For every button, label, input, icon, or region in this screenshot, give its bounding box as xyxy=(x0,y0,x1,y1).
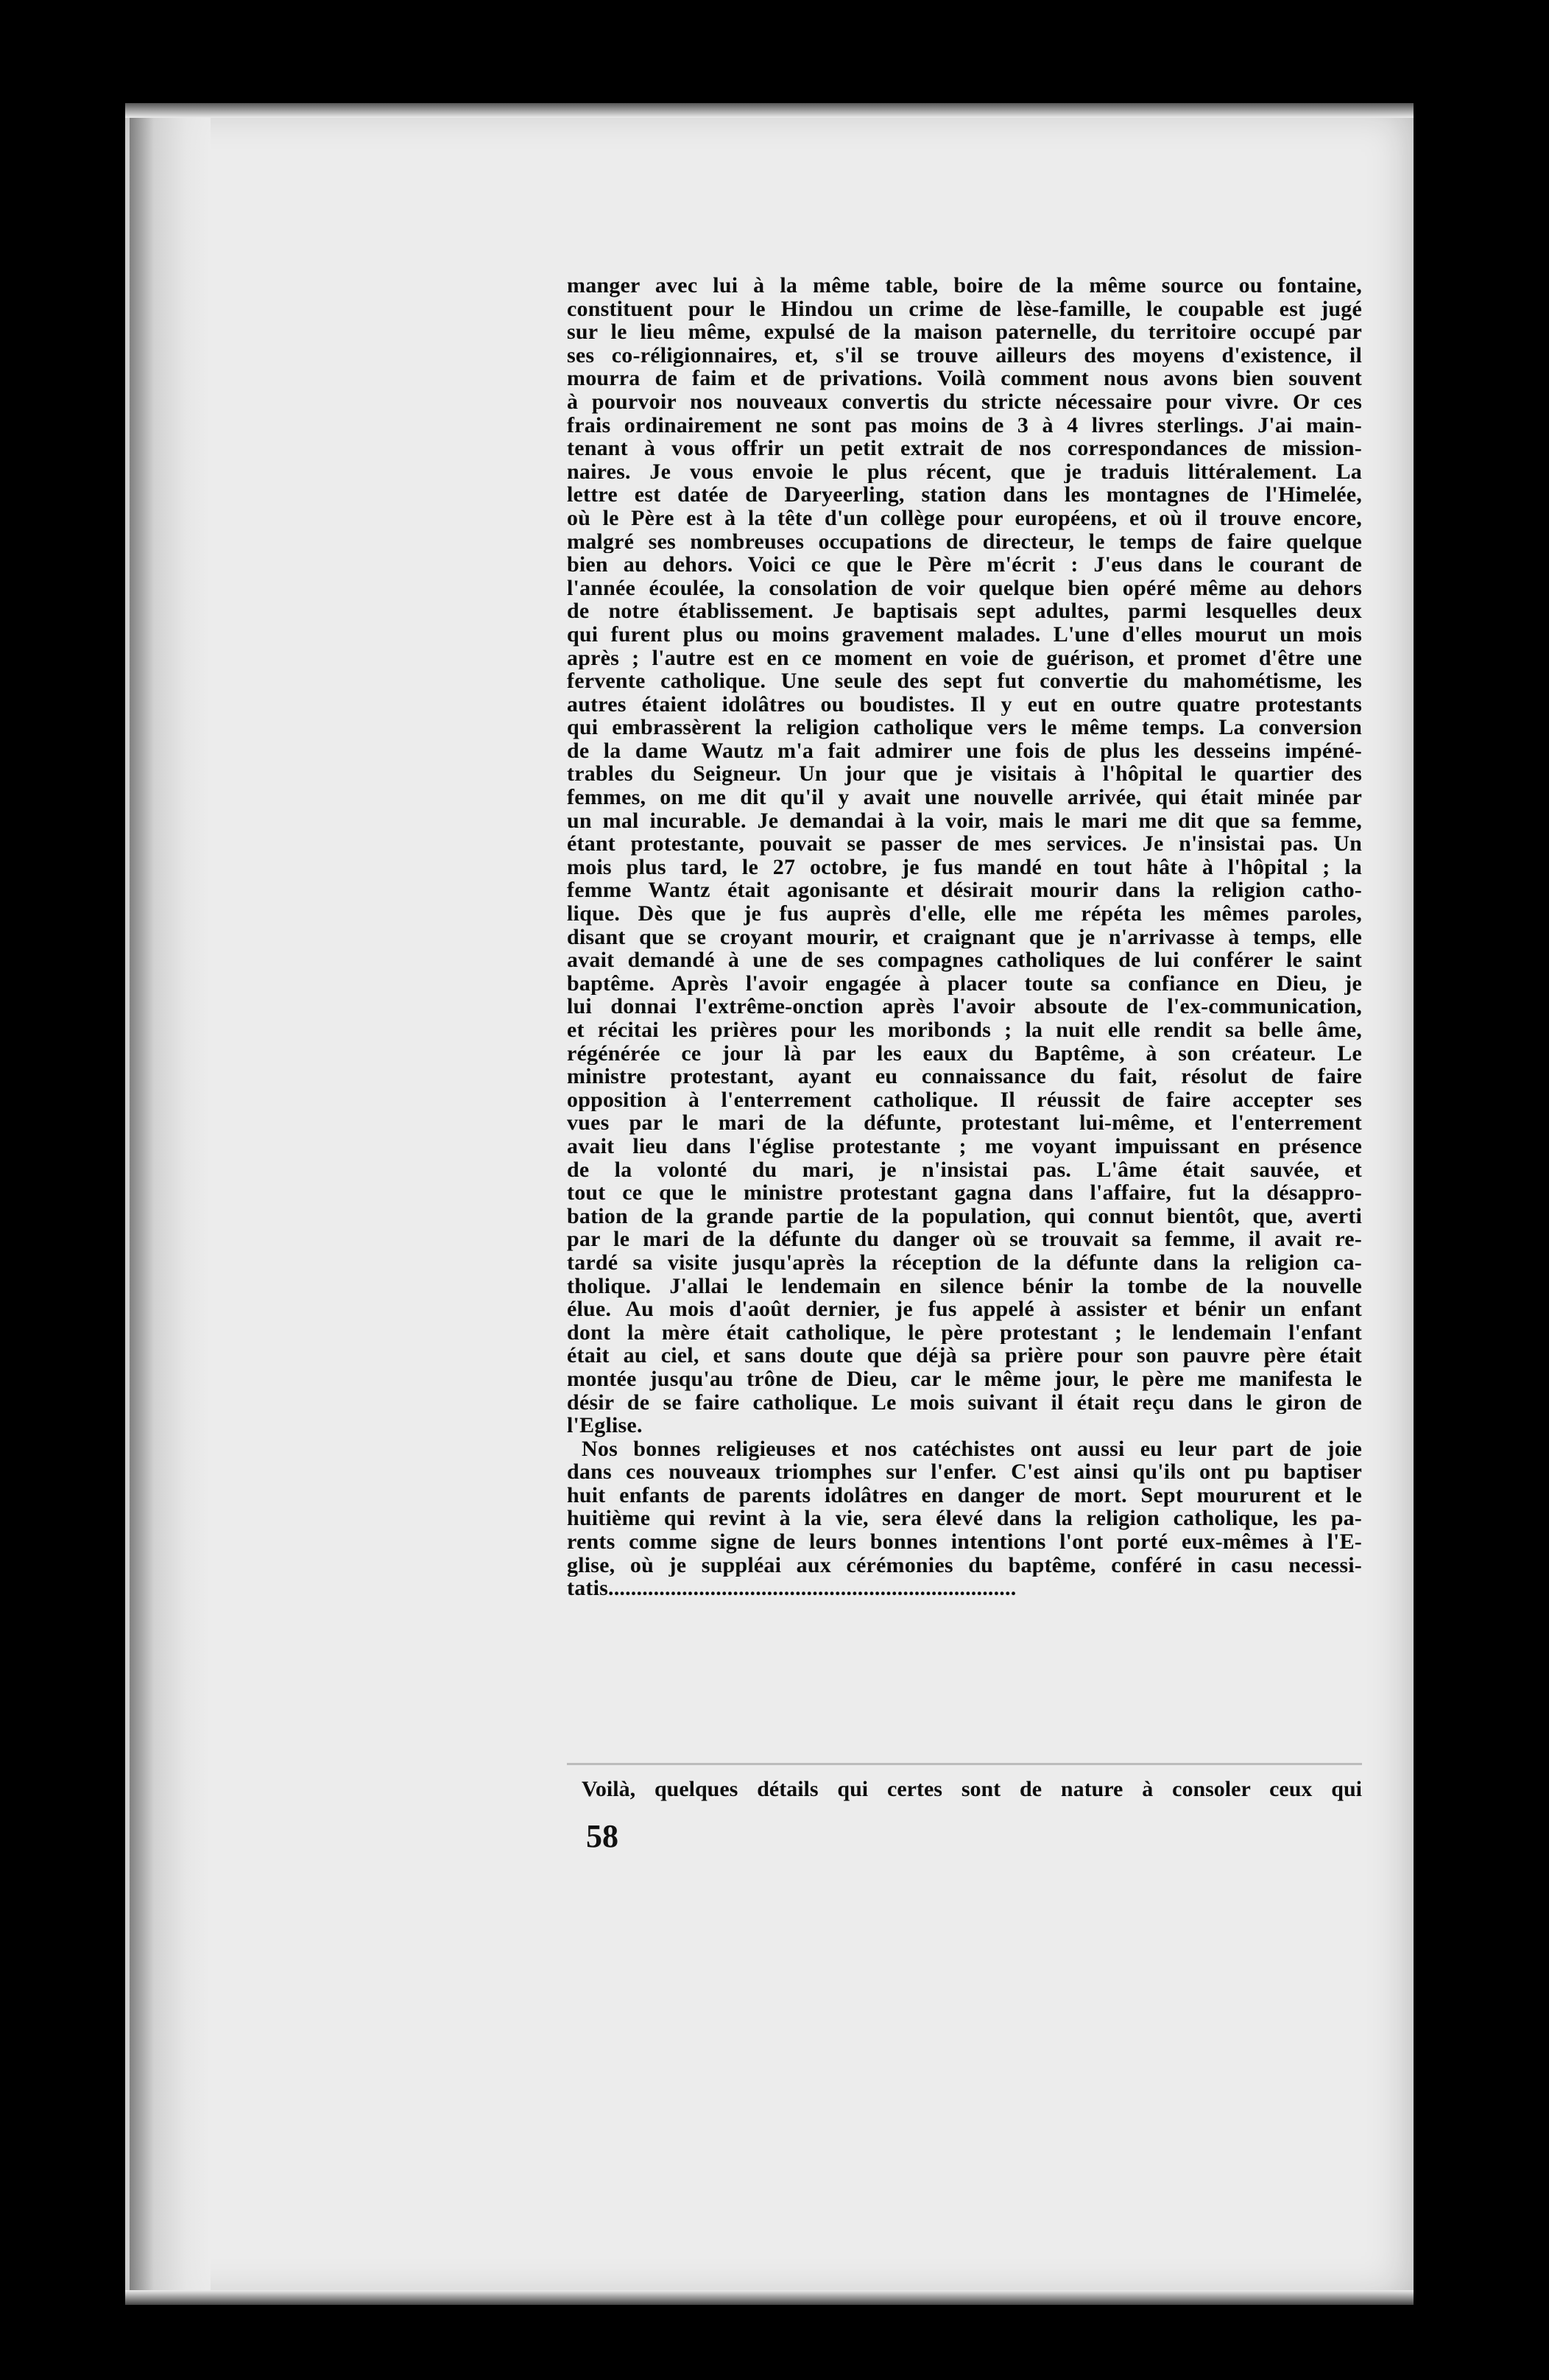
text-line: huitième qui revint à la vie, sera élevé dans la religion catholique, les pa- xyxy=(567,1507,1362,1531)
text-line: tenant à vous offrir un petit extrait de nos correspondances de mission- xyxy=(567,437,1362,460)
text-line: lique. Dès que je fus auprès d'elle, elle me répéta les mêmes paroles, xyxy=(567,902,1362,926)
text-line: ses co-réligionnaires, et, s'il se trouve ailleurs des moyens d'existence, il xyxy=(567,343,1362,367)
text-line: Nos bonnes religieuses et nos catéchistes ont aussi eu leur part de joie xyxy=(582,1437,1362,1461)
text-line: de la dame Wautz m'a fait admirer une fois de plus les desseins impéné- xyxy=(567,739,1362,763)
text-line: rents comme signe de leurs bonnes intentions l'ont porté eux-mêmes à l'E- xyxy=(567,1530,1362,1554)
text-line: constituent pour le Hindou un crime de lèse-famille, le coupable est jugé xyxy=(567,297,1362,321)
text-line: de notre établissement. Je baptisais sept adultes, parmi lesquelles deux xyxy=(567,599,1362,623)
text-line: régénérée ce jour là par les eaux du Baptême, à son créateur. Le xyxy=(567,1041,1362,1066)
text-line: était au ciel, et sans doute que déjà sa prière pour son pauvre père était xyxy=(567,1344,1362,1367)
text-line: dans ces nouveaux triomphes sur l'enfer. C'est ainsi qu'ils ont pu baptiser xyxy=(567,1460,1362,1484)
text-line: où le Père est à la tête d'un collège pour européens, et où il trouve encore, xyxy=(567,506,1362,530)
text-line: glise, où je suppléai aux cérémonies du baptême, conféré in casu necessi- xyxy=(567,1553,1362,1577)
text-line: femmes, on me dit qu'il y avait une nouvelle arrivée, qui était minée par xyxy=(567,786,1362,809)
text-line: de la volonté du mari, je n'insistai pas. L'âme était sauvée, et xyxy=(567,1158,1362,1182)
text-line: baptême. Après l'avoir engagée à placer toute sa confiance en Dieu, je xyxy=(567,971,1362,996)
text-line: tardé sa visite jusqu'après la réception de la défunte dans la religion ca- xyxy=(567,1250,1362,1275)
text-line: montée jusqu'au trône de Dieu, car le même jour, le père me manifesta le xyxy=(567,1367,1362,1391)
text-line: disant que se croyant mourir, et craignant que je n'arrivasse à temps, elle xyxy=(567,925,1362,949)
text-line: l'année écoulée, la consolation de voir quelque bien opéré même au dehors xyxy=(567,576,1362,600)
separator-shadow xyxy=(567,1763,1362,1765)
text-line: frais ordinairement ne sont pas moins de 3 à 4 livres sterlings. J'ai main- xyxy=(567,413,1362,437)
text-line: à pourvoir nos nouveaux convertis du stricte nécessaire pour vivre. Or ces xyxy=(567,390,1362,414)
text-line: lettre est datée de Daryeerling, station dans les montagnes de l'Himelée, xyxy=(567,483,1362,507)
page-number: 58 xyxy=(586,1818,618,1854)
text-line: huit enfants de parents idolâtres en danger de mort. Sept moururent et le xyxy=(567,1483,1362,1507)
text-line: bien au dehors. Voici ce que le Père m'écrit : J'eus dans le courant de xyxy=(567,553,1362,577)
text-line: autres étaient idolâtres ou boudistes. Il y eut en outre quatre protestants xyxy=(567,692,1362,717)
text-line: trables du Seigneur. Un jour que je visitais à l'hôpital le quartier des xyxy=(567,762,1362,786)
text-line: bation de la grande partie de la population, qui connut bientôt, que, averti xyxy=(567,1204,1362,1228)
text-line: ministre protestant, ayant eu connaissance du fait, résolut de faire xyxy=(567,1065,1362,1088)
text-line: mois plus tard, le 27 octobre, je fus mandé en tout hâte à l'hôpital ; la xyxy=(567,855,1362,879)
text-line: l'Eglise. xyxy=(567,1414,643,1437)
text-line: lui donnai l'extrême-onction après l'avoir absoute de l'ex-communication, xyxy=(567,995,1362,1018)
text-line: tatis........................................................................ xyxy=(567,1577,1017,1600)
page-binding-edge xyxy=(130,110,211,2290)
text-line: opposition à l'enterrement catholique. Il réussit de faire accepter ses xyxy=(567,1088,1362,1112)
text-line: qui embrassèrent la religion catholique vers le même temps. La conversion xyxy=(567,716,1362,739)
text-line: élue. Au mois d'août dernier, je fus appelé à assister et bénir un enfant xyxy=(567,1298,1362,1321)
text-line: et récitai les prières pour les moribonds ; la nuit elle rendit sa belle âme, xyxy=(567,1018,1362,1042)
text-line: naires. Je vous envoie le plus récent, que je traduis littéralement. La xyxy=(567,460,1362,484)
continuation-line: Voilà, quelques détails qui certes sont de nature à consoler ceux qui xyxy=(582,1777,1362,1801)
text-line: fervente catholique. Une seule des sept fut convertie du mahométisme, les xyxy=(567,669,1362,693)
text-line: femme Wantz était agonisante et désirait mourir dans la religion catho- xyxy=(567,879,1362,903)
text-line: tholique. J'allai le lendemain en silence bénir la tombe de la nouvelle xyxy=(567,1274,1362,1298)
body-text xyxy=(567,274,1362,1600)
page-bottom-edge xyxy=(125,2290,1414,2305)
text-line: désir de se faire catholique. Le mois suivant il était reçu dans le giron de xyxy=(567,1390,1362,1415)
text-line: étant protestante, pouvait se passer de mes services. Je n'insistai pas. Un xyxy=(567,832,1362,856)
text-line: avait demandé à une de ses compagnes catholiques de lui conférer le saint xyxy=(567,948,1362,972)
text-line: mourra de faim et de privations. Voilà comment nous avons bien souvent xyxy=(567,367,1362,390)
text-line: par le mari de la défunte du danger où se trouvait sa femme, il avait re- xyxy=(567,1228,1362,1251)
text-line: vues par le mari de la défunte, protestant lui-même, et l'enterrement xyxy=(567,1111,1362,1135)
text-line: manger avec lui à la même table, boire de la même source ou fontaine, xyxy=(567,274,1362,298)
page-top-edge xyxy=(125,103,1414,118)
text-line: avait lieu dans l'église protestante ; me voyant impuissant en présence xyxy=(567,1134,1362,1158)
text-line: qui furent plus ou moins gravement malades. L'une d'elles mourut un mois xyxy=(567,622,1362,647)
text-line: tout ce que le ministre protestant gagna dans l'affaire, fut la désappro- xyxy=(567,1181,1362,1205)
text-line: un mal incurable. Je demandai à la voir, mais le mari me dit que sa femme, xyxy=(567,809,1362,833)
text-line: après ; l'autre est en ce moment en voie de guérison, et promet d'être une xyxy=(567,646,1362,670)
text-line: malgré ses nombreuses occupations de directeur, le temps de faire quelque xyxy=(567,529,1362,554)
text-line: dont la mère était catholique, le père protestant ; le lendemain l'enfant xyxy=(567,1320,1362,1345)
text-line: sur le lieu même, expulsé de la maison paternelle, du territoire occupé par xyxy=(567,320,1362,344)
